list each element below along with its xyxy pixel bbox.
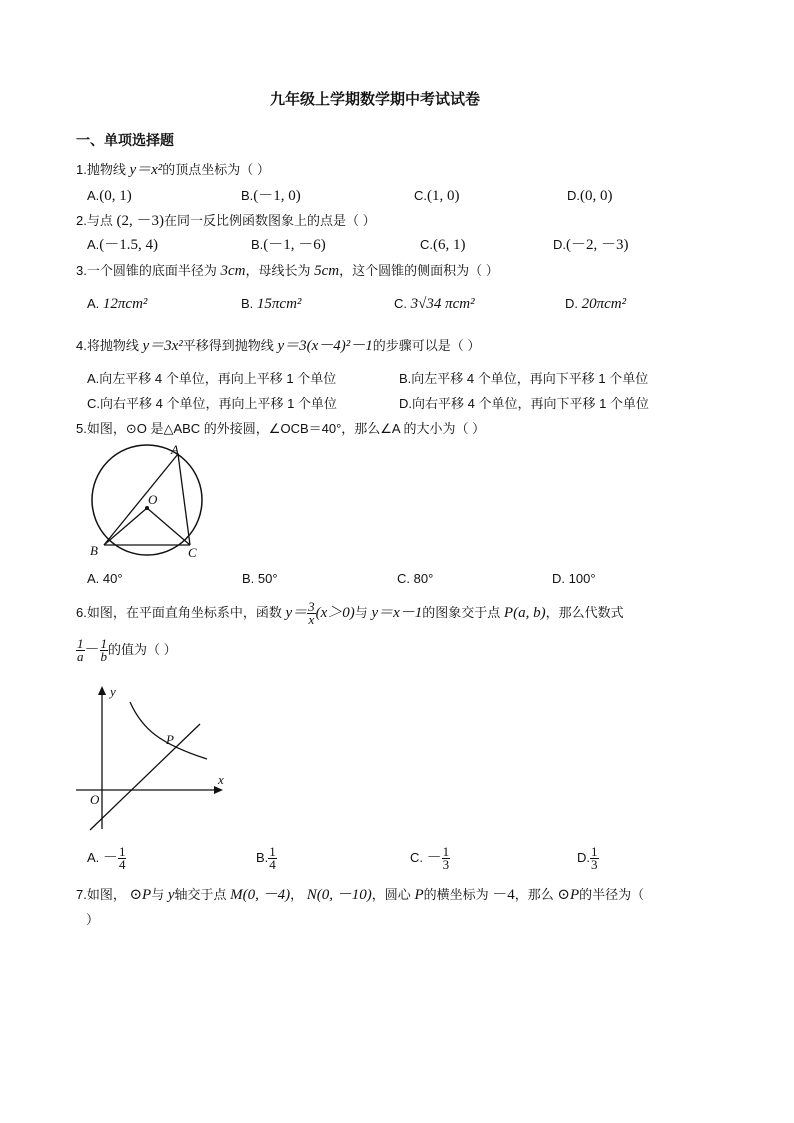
q5-option-a: A. 40°: [87, 571, 123, 586]
question-1: [76, 161, 270, 179]
q3-slant: 5cm: [314, 263, 340, 279]
q4-option-d: D.向右平移 4 个单位，再向下平移 1 个单位: [399, 396, 649, 411]
q5-circle-figure: [84, 442, 214, 562]
label-o: O: [90, 792, 100, 807]
q2-option-b: B.(－1, －6): [251, 237, 326, 253]
segment-oc: [147, 508, 190, 545]
label-p: P: [166, 732, 174, 747]
question-6: 6.如图，在平面直角坐标系中，函数 y＝ $\frac{3}{x}$ (x＞0)与 y＝x－1的图象交于点 P(a, b)，那么代数式: [76, 599, 624, 627]
q1-option-c: C.(1, 0): [414, 188, 460, 204]
section-heading: 一、单项选择题: [76, 133, 174, 149]
question-2: 2.与点 (2, －3)在同一反比例函数图象上的点是（ ）: [76, 213, 376, 229]
label-x: x: [218, 772, 224, 787]
q1-option-d: D.(0, 0): [567, 188, 613, 204]
q4-option-a: A.向左平移 4 个单位，再向上平移 1 个单位: [87, 371, 337, 386]
q5-option-b: B. 50°: [242, 571, 278, 586]
label-b: B: [90, 543, 98, 558]
label-a: A: [171, 442, 179, 457]
q1-option-a: A.(0, 1): [87, 188, 132, 204]
q2-option-c: C.(6, 1): [420, 237, 466, 253]
question-7-line2: ）: [86, 912, 100, 927]
q6-fraction: $\frac{3}{x}$: [308, 599, 315, 627]
q6-option-d: D. $\frac{1}{3}$: [577, 844, 598, 872]
q1-expression: y＝x²: [129, 162, 163, 178]
question-5: 5.如图，⊙O 是△ABC 的外接圆，∠OCB＝40°，那么∠A 的大小为（ ）: [76, 421, 486, 436]
y-axis-arrow: [98, 686, 106, 695]
q4-expression-2: y＝3(x－4)²－1: [277, 338, 373, 354]
q6-option-b: B. $\frac{1}{4}$: [256, 844, 276, 872]
q6-option-a: A. － $\frac{1}{4}$: [87, 844, 126, 872]
q6-coordinate-figure: [72, 684, 232, 834]
page-title: 九年级上学期数学期中考试试卷: [270, 90, 481, 108]
q1-suffix: 的顶点坐标为（ ）: [162, 162, 270, 177]
x-axis-arrow: [214, 786, 223, 794]
side-ab: [104, 454, 178, 545]
q1-option-b: B.(－1, 0): [241, 188, 301, 204]
label-o: O: [148, 492, 158, 507]
q2-point: (2, －3): [116, 213, 164, 229]
q3-option-a: A. 12πcm²: [87, 296, 148, 312]
question-3: 3.一个圆锥的底面半径为 3cm，母线长为 5cm，这个圆锥的侧面积为（ ）: [76, 263, 499, 279]
question-4: 4.将抛物线 y＝3x²平移得到抛物线 y＝3(x－4)²－1的步骤可以是（ ）: [76, 338, 481, 354]
label-y: y: [110, 684, 116, 699]
q4-option-b: B.向左平移 4 个单位，再向下平移 1 个单位: [399, 371, 649, 386]
q3-option-c: C. 3√34 πcm²: [394, 296, 475, 312]
side-ac: [178, 454, 190, 545]
q2-option-d: D.(－2, －3): [553, 237, 629, 253]
q3-option-b: B. 15πcm²: [241, 296, 302, 312]
q6-expression: $\frac{1}{a}$ － $\frac{1}{b}$ 的值为（ ）: [77, 636, 177, 664]
q3-radius: 3cm: [220, 263, 246, 279]
q3-option-d: D. 20πcm²: [565, 296, 627, 312]
segment-ob: [104, 508, 147, 545]
hyperbola-curve: [130, 702, 207, 759]
q6-option-c: C. － $\frac{1}{3}$: [410, 844, 450, 872]
question-7: 7.如图， ⊙P与 y轴交于点 M(0, －4)， N(0, －10)，圆心 P的横坐标为 －4，那么 ⊙P的半径为（: [76, 887, 645, 903]
q5-option-d: D. 100°: [552, 571, 596, 586]
line-y-x-1: [90, 724, 200, 830]
q2-option-a: A.(－1.5, 4): [87, 237, 159, 253]
label-c: C: [188, 545, 197, 560]
q5-option-c: C. 80°: [397, 571, 434, 586]
q1-prefix: 1.抛物线: [76, 162, 126, 177]
q4-option-c: C.向右平移 4 个单位，再向上平移 1 个单位: [87, 396, 337, 411]
q4-expression-1: y＝3x²: [142, 338, 183, 354]
